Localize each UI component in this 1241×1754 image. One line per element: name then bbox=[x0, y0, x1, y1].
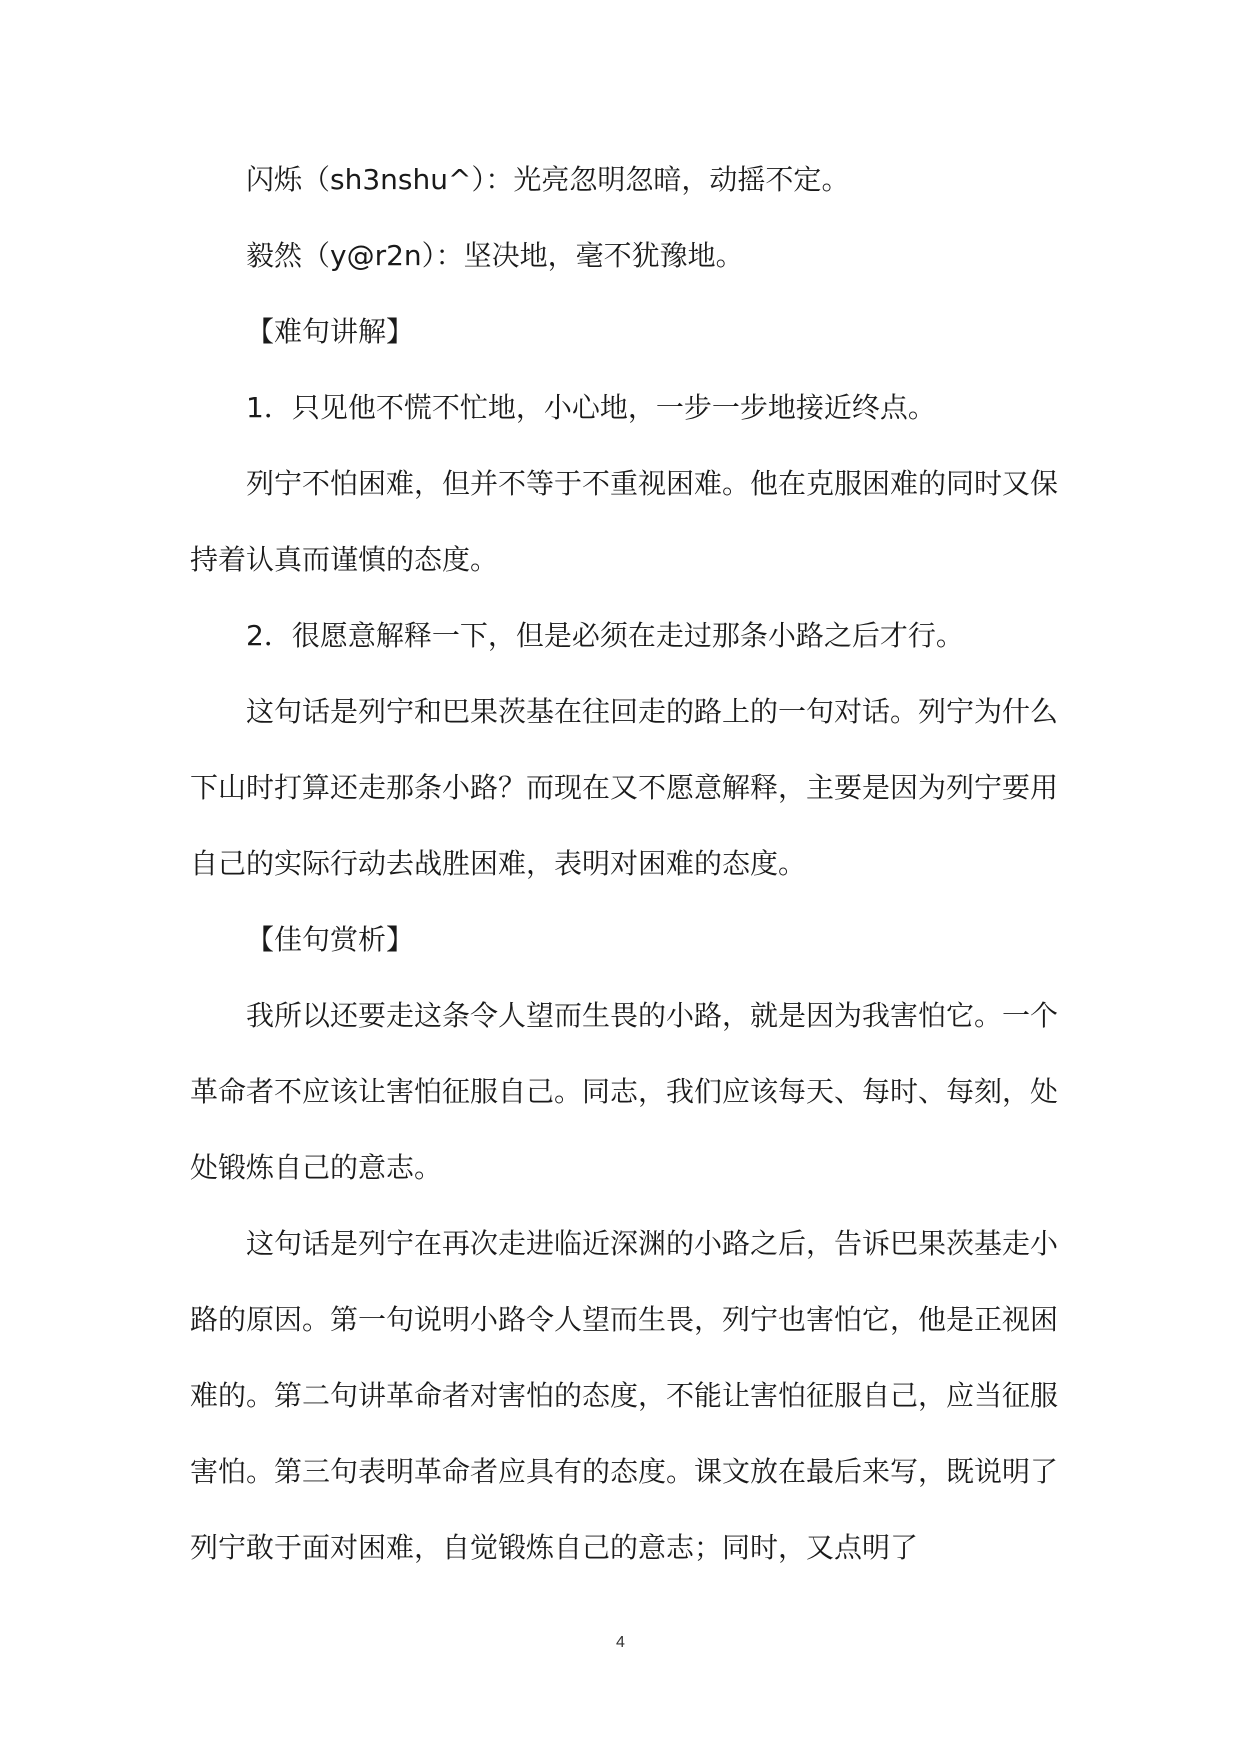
sentence-explanation-1: 列宁不怕困难，但并不等于不重视困难。他在克服困难的同时又保持着认真而谨慎的态度。 bbox=[190, 467, 1059, 576]
vocab-entry-yiran: 毅然（y@r2n）：坚决地，毫不犹豫地。 bbox=[246, 239, 744, 272]
sentence-item-1: 1．只见他不慌不忙地，小心地，一步一步地接近终点。 bbox=[246, 391, 936, 424]
sentence-item-2: 2．很愿意解释一下，但是必须在走过那条小路之后才行。 bbox=[246, 619, 964, 652]
section-heading-fine-sentences: 【佳句赏析】 bbox=[246, 923, 415, 956]
page-number: 4 bbox=[616, 1634, 625, 1651]
section-heading-difficult-sentences: 【难句讲解】 bbox=[246, 315, 415, 348]
fine-sentence-analysis: 这句话是列宁在再次走进临近深渊的小路之后，告诉巴果茨基走小路的原因。第一句说明小路令人望而生畏，列宁也害怕它，他是正视困难的。第二句讲革命者对害怕的态度，不能让害怕征服自己，应当征服害怕。第三句表明革命者应具有的态度。课文放在最后来写，既说明了列宁敢于面对困难，自觉锻炼自己的意志；同时，又点明了 bbox=[190, 1227, 1059, 1564]
fine-sentence-quote: 我所以还要走这条令人望而生畏的小路，就是因为我害怕它。一个革命者不应该让害怕征服自己。同志，我们应该每天、每时、每刻，处处锻炼自己的意志。 bbox=[190, 999, 1059, 1184]
document-body bbox=[190, 142, 1058, 1586]
sentence-explanation-2: 这句话是列宁和巴果茨基在往回走的路上的一句对话。列宁为什么下山时打算还走那条小路？而现在又不愿意解释，主要是因为列宁要用自己的实际行动去战胜困难，表明对困难的态度。 bbox=[190, 695, 1059, 880]
vocab-entry-shanshuo: 闪烁（sh3nshu^）：光亮忽明忽暗，动摇不定。 bbox=[246, 163, 850, 196]
